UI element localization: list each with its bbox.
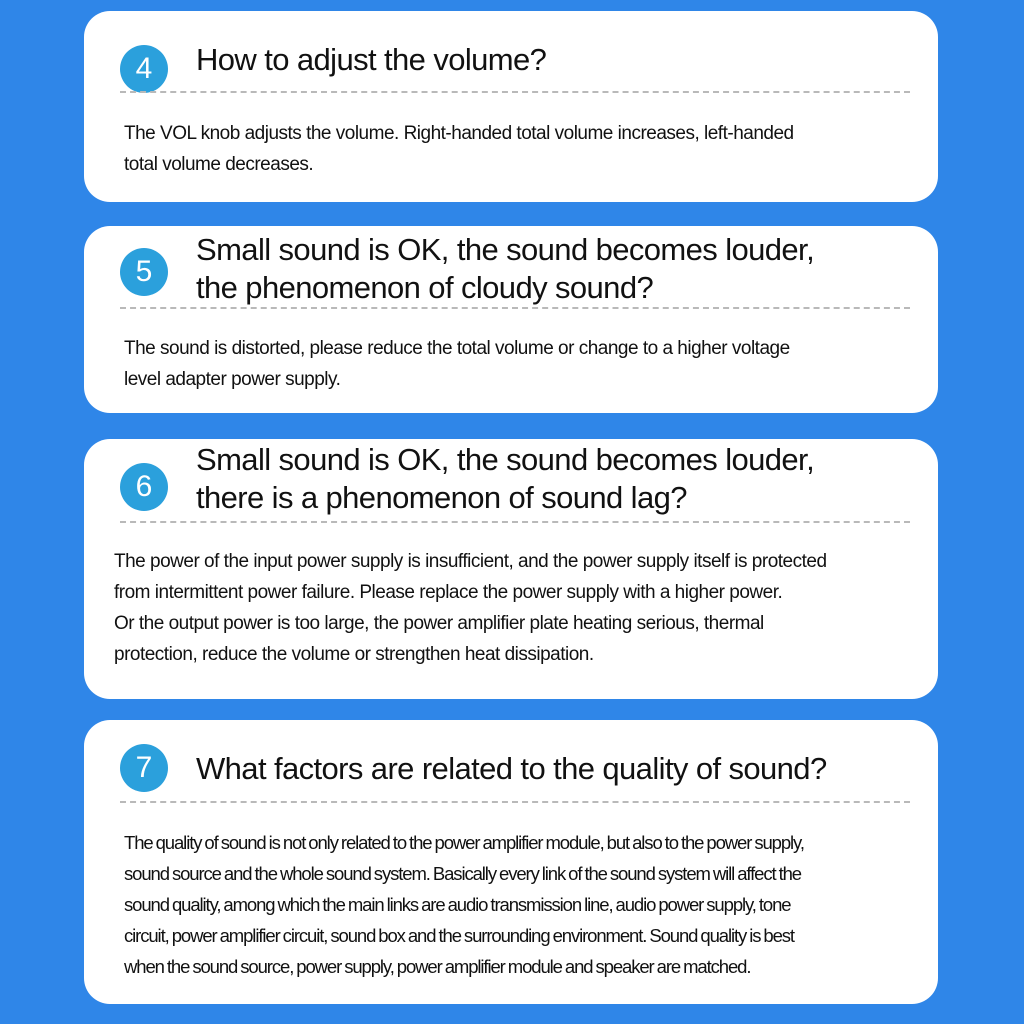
faq-question: Small sound is OK, the sound becomes louder, the phenomenon of cloudy sound? — [196, 232, 815, 305]
faq-answer: The quality of sound is not only related to the power amplifier module, but also to the power supply, sound source and the whole sound system. Basically every link of the sound system will affect the sound quality, among which the main links are audio transmission line, audio power supply, tone circuit, power amplifier circuit, sound box and the surrounding environment. Sound quality is best when the sound source, power supply, power amplifier module and speaker are matched. — [124, 832, 804, 977]
faq-question: What factors are related to the quality of sound? — [196, 751, 827, 786]
faq-question: How to adjust the volume? — [196, 42, 547, 77]
faq-card-7 — [84, 720, 938, 1004]
number-badge: 6 — [120, 463, 168, 511]
faq-card-6 — [84, 439, 938, 699]
dashed-divider — [120, 307, 910, 309]
dashed-divider — [120, 521, 910, 523]
number-badge: 7 — [120, 744, 168, 792]
faq-answer: The sound is distorted, please reduce the total volume or change to a higher voltage level adapter power supply. — [124, 338, 790, 390]
faq-card-4 — [84, 11, 938, 202]
dashed-divider — [120, 801, 910, 803]
number-badge: 4 — [120, 45, 168, 93]
number-badge: 5 — [120, 248, 168, 296]
dashed-divider — [120, 91, 910, 93]
faq-question: Small sound is OK, the sound becomes louder, there is a phenomenon of sound lag? — [196, 442, 815, 515]
faq-card-5 — [84, 226, 938, 413]
faq-answer: The power of the input power supply is insufficient, and the power supply itself is protected from intermittent power failure. Please replace the power supply with a higher power. Or the output power is too large, the power amplifier plate heating serious, thermal protection, reduce the volume or strengthen heat dissipation. — [114, 551, 827, 665]
faq-answer: The VOL knob adjusts the volume. Right-handed total volume increases, left-handed total volume decreases. — [124, 123, 794, 175]
